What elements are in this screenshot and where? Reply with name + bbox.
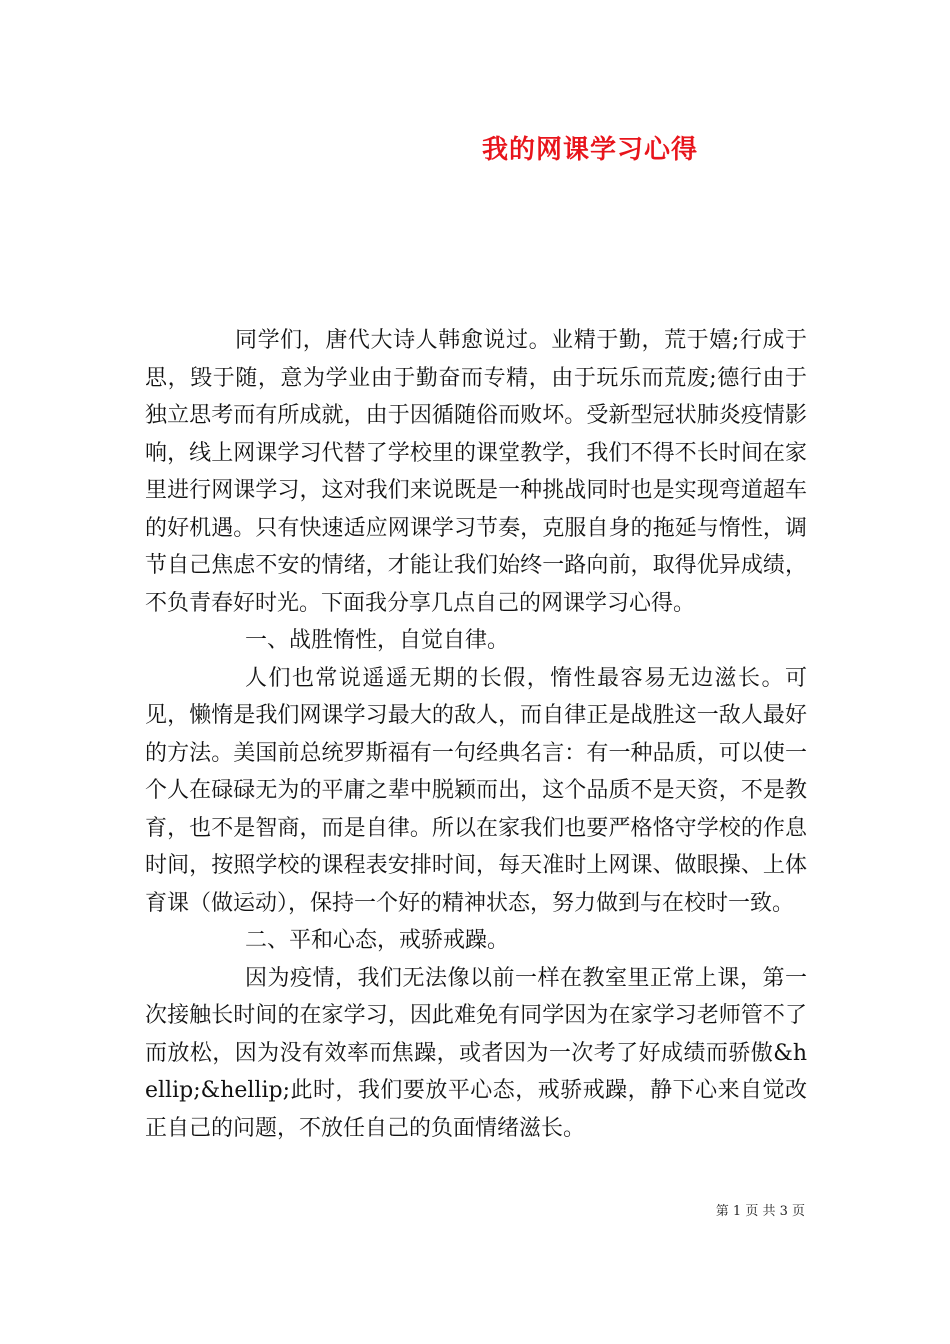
intro-paragraph: 同学们，唐代大诗人韩愈说过。业精于勤，荒于嬉;行成于思，毁于随，意为学业由于勤奋而专精，由于玩乐而荒废;德行由于独立思考而有所成就，由于因循随俗而败坏。受新型冠状肺炎疫情影响，线上网课学习代替了学校里的课堂教学，我们不得不长时间在家里进行网课学习，这对我们来说既是一种挑战同时也是实现弯道超车的好机遇。只有快速适应网课学习节奏，克服自身的拖延与惰性，调节自己焦虑不安的情绪，才能让我们始终一路向前，取得优异成绩，不负青春好时光。下面我分享几点自己的网课学习心得。	[145, 328, 807, 616]
document-title: 我的网课学习心得	[481, 135, 698, 165]
document-body	[145, 322, 807, 1147]
page-number: 第 1 页 共 3 页	[715, 1204, 805, 1219]
section-paragraph-1: 人们也常说遥遥无期的长假，惰性最容易无边滋长。可见，懒惰是我们网课学习最大的敌人，而自律正是战胜这一敌人最好的方法。美国前总统罗斯福有一句经典名言：有一种品质，可以使一个人在碌碌无为的平庸之辈中脱颖而出，这个品质不是天资，不是教育，也不是智商，而是自律。所以在家我们也要严格恪守学校的作息时间，按照学校的课程表安排时间，每天准时上网课、做眼操、上体育课（做运动），保持一个好的精神状态，努力做到与在校时一致。	[145, 665, 807, 916]
section-heading-2: 二、平和心态，戒骄戒躁。	[245, 928, 510, 953]
section-paragraph-2: 因为疫情，我们无法像以前一样在教室里正常上课，第一次接触长时间的在家学习，因此难免有同学因为在家学习老师管不了而放松，因为没有效率而焦躁，或者因为一次考了好成绩而骄傲&hellip;&hellip;此时，我们要放平心态，戒骄戒躁，静下心来自觉改正自己的问题，不放任自己的负面情绪滋长。	[145, 965, 807, 1141]
section-heading-1: 一、战胜惰性，自觉自律。	[245, 628, 510, 653]
